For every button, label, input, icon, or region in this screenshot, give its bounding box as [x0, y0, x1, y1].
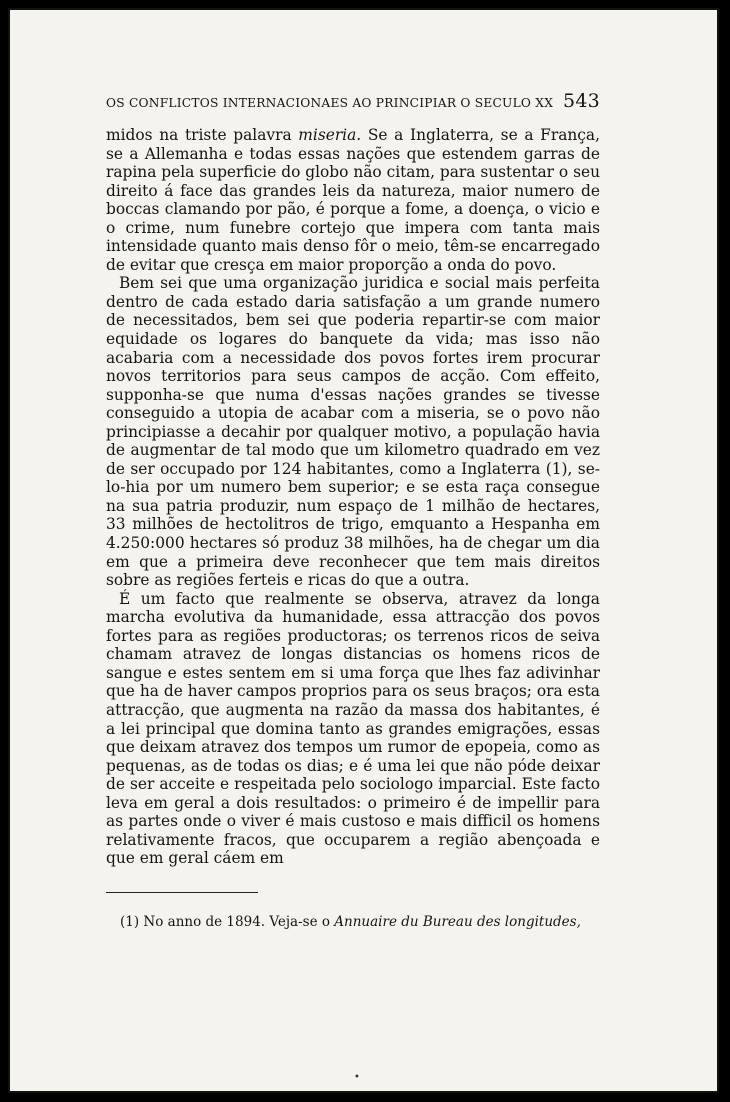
- running-head: [106, 90, 600, 112]
- book-page: [8, 8, 719, 1093]
- page-content: [106, 90, 600, 931]
- body-text: [106, 126, 600, 868]
- footnote-divider: [106, 892, 258, 893]
- footnote-italic: Annuaire du Bureau des longitudes,: [334, 913, 581, 930]
- paragraph-1-text-b: Se a Inglaterra, se a França, se a Allemanha e todas essas nações que estendem garras de rapina pela superficie do globo não citam, para sustentar o seu direito á face das grandes leis da natureza, maior numero de boccas clamando por pão, é porque a fome, a doença, o vicio e o crime, num funebre cortejo que impera com tanta mais intensidade quanto mais denso fôr o meio, têm-se encarregado de evitar que cresça em maior proporção a onda do povo.: [106, 126, 600, 274]
- paragraph-2: Bem sei que uma organização juridica e social mais perfeita dentro de cada estado daria satisfação a um grande numero de necessitados, bem sei que poderia repartir-se com maior equidade os logares do banquete da vida; mas isso não acabaria com a necessidade dos povos fortes irem procurar novos territorios para seus campos de acção. Com effeito, supponha-se que numa d'essas nações grandes se tivesse conseguido a utopia de acabar com a miseria, se o povo não principiasse a decahir por qualquer motivo, a população havia de augmentar de tal modo que um kilometro quadrado em vez de ser occupado por 124 habitantes, como a Inglaterra (1), se-lo-hia por um numero bem superior; e se esta raça consegue na sua patria produzir, num espaço de 1 milhão de hectares, 33 milhões de hectolitros de trigo, emquanto a Hespanha em 4.250:000 hectares só produz 38 milhões, ha de chegar um dia em que a primeira deve reconhecer que tem mais direitos sobre as regiões ferteis e ricas do que a outra.: [106, 274, 600, 590]
- paragraph-1-text-a: midos na triste palavra: [106, 126, 299, 144]
- paragraph-3: É um facto que realmente se observa, atravez da longa marcha evolutiva da humanidade, essa attracção dos povos fortes para as regiões productoras; os terrenos ricos de seiva chamam atravez de longas distancias os homens ricos de sangue e estes sentem em si uma força que lhes faz adivinhar que ha de haver campos proprios para os seus braços; ora esta attracção, que augmenta na razão da massa dos habitantes, é a lei principal que domina tanto as grandes emigrações, essas que deixam atravez dos tempos um rumor de epopeia, como as pequenas, as de todas os dias; e é uma lei que não póde deixar de ser acceite e respeitada pelo sociologo imparcial. Este facto leva em geral a dois resultados: o primeiro é de impellir para as partes onde o viver é mais custoso e mais difficil os homens relativamente fracos, que occuparem a região abençoada e que em geral cáem em: [106, 589, 600, 868]
- footnote: [106, 914, 600, 931]
- footnote-text: (1) No anno de 1894. Veja-se o: [120, 913, 335, 930]
- page-number: 543: [562, 90, 600, 112]
- paragraph-1: [106, 126, 600, 274]
- paragraph-1-italic: miseria.: [298, 126, 362, 144]
- running-title: OS CONFLICTOS INTERNACIONAES AO PRINCIPIAR O SECULO XX: [106, 96, 554, 110]
- bottom-mark: •: [354, 1072, 360, 1083]
